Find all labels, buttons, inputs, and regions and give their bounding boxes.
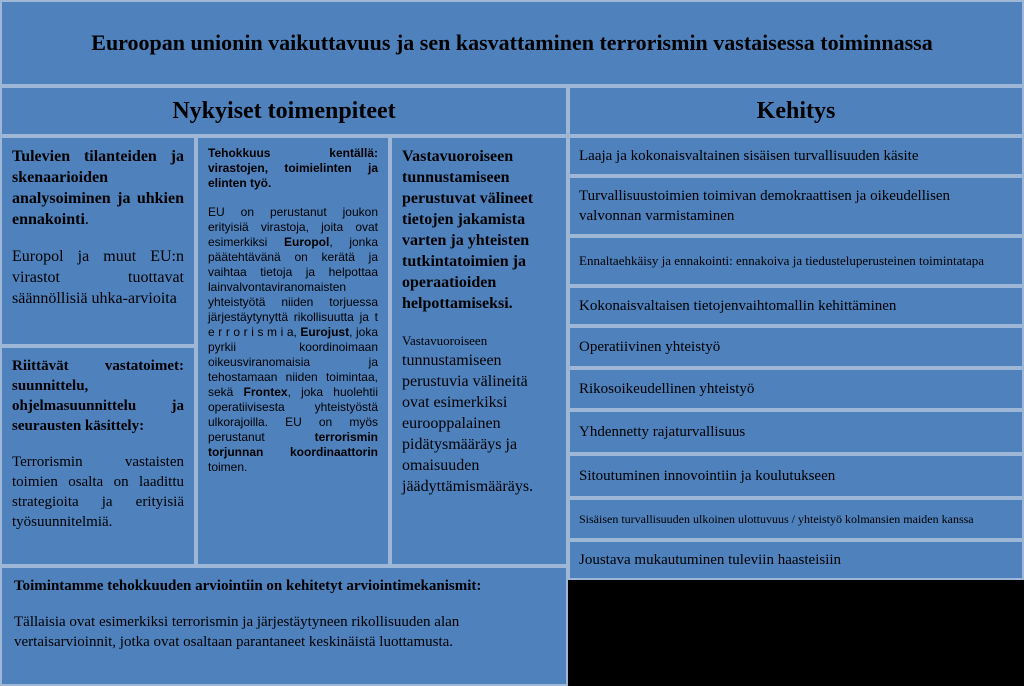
kehitys-item: Rikosoikeudellinen yhteistyö [568,368,1024,410]
response-heading: Riittävät vastatoimet: suunnittelu, ohjelmasuunnittelu ja seurausten käsittely: [12,358,184,434]
kehitys-item: Turvallisuustoimien toimivan demokraattisen ja oikeudellisen valvonnan varmistaminen [568,176,1024,236]
evaluation-heading: Toimintamme tehokkuuden arviointiin on kehitetyt arviointimekanismit: [14,578,482,594]
right-header [568,86,1024,136]
kehitys-item: Ennaltaehkäisy ja ennakointi: ennakoiva ja tiedusteluperusteinen toimintatapa [568,236,1024,286]
agencies-heading: Tehokkuus kentällä: virastojen, toimielinten ja elinten työ. [208,146,378,190]
left-header [0,86,568,136]
europol-label: Europol [284,235,330,249]
left-header-text: Nykyiset toimenpiteet [172,97,396,124]
evaluation-box [0,566,568,686]
title-text: Euroopan unionin vaikuttavuus ja sen kasvattaminen terrorismin vastaisessa toiminnassa [91,30,933,55]
mutual-recognition-body: tunnustamiseen perustuvia välineitä ovat esimerkiksi eurooppalainen pidätysmääräys ja omaisuuden jäädyttämismääräys. [402,352,534,495]
kehitys-item: Sitoutuminen innovointiin ja koulutukseen [568,454,1024,498]
mutual-recognition-heading: Vastavuoroiseen tunnustamiseen perustuvat välineet tietojen jakamista varten ja yhteisten tutkintatoimien ja operaatioiden helpottamiseksi. [402,148,534,312]
kehitys-item: Kokonaisvaltaisen tietojenvaihtomallin kehittäminen [568,286,1024,326]
agencies-box [196,136,390,566]
kehitys-item: Yhdennetty rajaturvallisuus [568,410,1024,454]
analysis-body: Europol ja muut EU:n virastot tuottavat säännöllisiä uhka-arvioita [12,248,184,307]
kehitys-item: Operatiivinen yhteistyö [568,326,1024,368]
frontex-label: Frontex [243,385,288,399]
coordinator-label: terrorismin torjunnan koordinaattorin [208,430,378,459]
response-box [0,346,196,566]
analysis-box [0,136,196,346]
analysis-heading: Tulevien tilanteiden ja skenaarioiden analysoiminen ja uhkien ennakointi [12,148,184,228]
eurojust-label: Eurojust [300,325,350,339]
mutual-recognition-box [390,136,568,566]
agencies-body: EU on perustanut joukon erityisiä virastoja, joita ovat esimerkiksi Europol, jonka päätehtävänä on kerätä ja vaihtaa tietoja ja helpottaa lainvalvontaviranomaisten yhteistyötä niiden torjuessa järjestäytynyttä rikollisuutta ja t e r r o r i s m i a, Eurojust, joka pyrkii koordinoimaan oikeusviranomaisia ja tehostamaan niiden toimintaa, sekä Frontex, joka huolehtii operatiivisesta yhteistyöstä ulkorajoilla. EU on myös perustanut terrorismin torjunnan koordinaattorin toimen. [208,205,379,474]
response-body: Terrorismin vastaisten toimien osalta on laadittu strategioita ja erityisiä työsuunnitelmiä. [12,454,184,530]
mutual-recognition-body-lead: Vastavuoroiseen [402,333,488,348]
right-header-text: Kehitys [756,97,836,124]
kehitys-item: Joustava mukautuminen tuleviin haasteisiin [568,540,1024,580]
kehitys-item: Laaja ja kokonaisvaltainen sisäisen turvallisuuden käsite [568,136,1024,176]
diagram-title [0,0,1024,86]
analysis-heading-suffix: . [84,211,89,228]
kehitys-item: Sisäisen turvallisuuden ulkoinen ulottuvuus / yhteistyö kolmansien maiden kanssa [568,498,1024,540]
evaluation-body: Tällaisia ovat esimerkiksi terrorismin ja järjestäytyneen rikollisuuden alan vertaisarvioinnit, jotka ovat osaltaan parantaneet keskinäistä luottamusta. [14,614,460,650]
